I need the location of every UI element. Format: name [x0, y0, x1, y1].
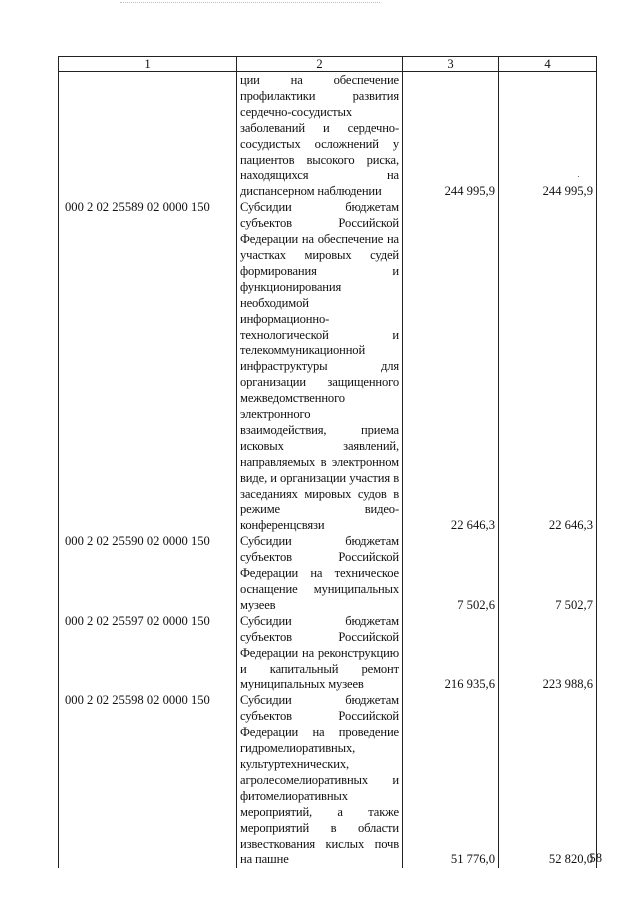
value-col-3: 22 646,3 — [403, 200, 499, 534]
value-col-4: 22 646,3 — [499, 200, 597, 534]
value-col-4: 7 502,7 — [499, 534, 597, 614]
header-col-3: 3 — [403, 57, 499, 72]
page-number: 58 — [589, 851, 602, 865]
budget-code — [59, 72, 237, 201]
header-row — [59, 57, 597, 72]
value-col-4: 52 820,0 — [499, 693, 597, 868]
budget-table — [58, 56, 597, 868]
value-col-3: 216 935,6 — [403, 614, 499, 694]
budget-code: 000 2 02 25597 02 0000 150 — [59, 614, 237, 694]
row-description: ции на обеспечение профилактики развития сердечно-сосудистых заболеваний и сердечно-сосудистых осложнений у пациентов высокого риска, находящихся на диспансерном наблюдении — [237, 72, 403, 201]
budget-code: 000 2 02 25589 02 0000 150 — [59, 200, 237, 534]
value-col-3: 51 776,0 — [403, 693, 499, 868]
table-row — [59, 200, 597, 534]
row-description: Субсидии бюджетам субъектов Российской Федерации на техническое оснащение муниципальных музеев — [237, 534, 403, 614]
table-row — [59, 72, 597, 201]
row-description: Субсидии бюджетам субъектов Российской Федерации на обеспечение на участках мировых судей формирования и функционирования необходимой информационно-технологической и телекоммуникационной инфраструктуры для организации защищенного межведомственного электронного взаимодействия, приема исковых заявлений, направляемых в электронном виде, и организации участия в заседаниях мировых судов в режиме видео-конференцсвязи — [237, 200, 403, 534]
budget-code: 000 2 02 25598 02 0000 150 — [59, 693, 237, 868]
scan-top-edge — [120, 2, 380, 5]
value-col-4: 244 995,9 — [499, 72, 597, 201]
header-col-2: 2 — [237, 57, 403, 72]
budget-code: 000 2 02 25590 02 0000 150 — [59, 534, 237, 614]
header-col-1: 1 — [59, 57, 237, 72]
row-description: Субсидии бюджетам субъектов Российской Федерации на проведение гидромелиоративных, культуртехнических, агролесомелиоративных и фитомелиоративных мероприятий, а также мероприятий в области известкования кислых почв на пашне — [237, 693, 403, 868]
table-row — [59, 614, 597, 694]
header-col-4: 4 — [499, 57, 597, 72]
table-row — [59, 693, 597, 868]
row-description: Субсидии бюджетам субъектов Российской Федерации на реконструкцию и капитальный ремонт муниципальных музеев — [237, 614, 403, 694]
value-col-3: 244 995,9 — [403, 72, 499, 201]
value-col-3: 7 502,6 — [403, 534, 499, 614]
table-row — [59, 534, 597, 614]
value-col-4: 223 988,6 — [499, 614, 597, 694]
